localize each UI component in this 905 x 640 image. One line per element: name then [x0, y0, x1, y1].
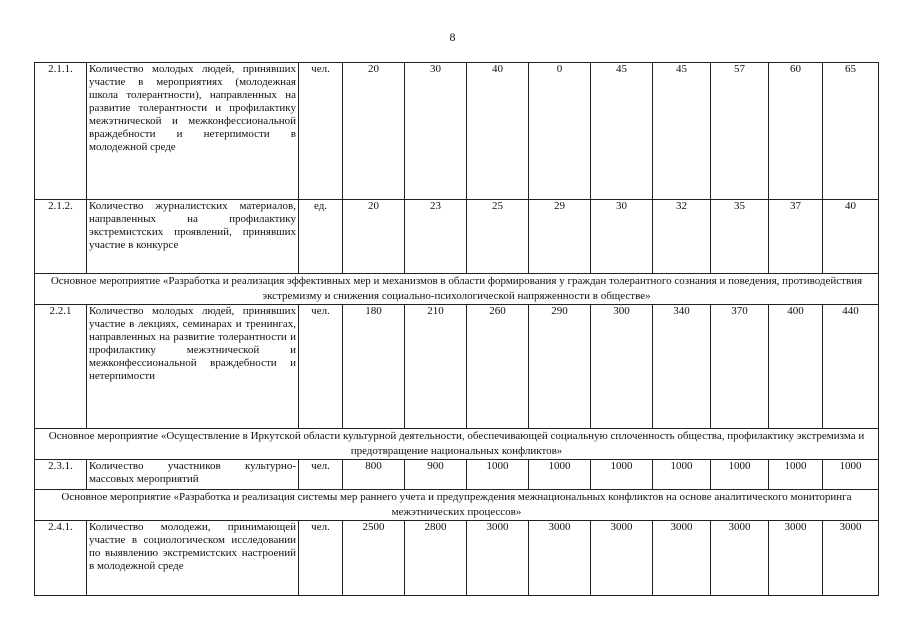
value-cell: 37 [769, 200, 823, 274]
value-cell: 40 [823, 200, 879, 274]
value-cell: 0 [529, 63, 591, 200]
table-row [35, 305, 879, 429]
indicator-number: 2.1.1. [35, 63, 87, 200]
value-cell: 1000 [591, 460, 653, 490]
value-cell: 32 [653, 200, 711, 274]
value-cell: 30 [405, 63, 467, 200]
value-cell: 57 [711, 63, 769, 200]
value-cell: 3000 [711, 521, 769, 596]
value-cell: 2500 [343, 521, 405, 596]
value-cell: 400 [769, 305, 823, 429]
value-cell: 3000 [591, 521, 653, 596]
section-row [35, 490, 879, 521]
unit-cell: ед. [299, 200, 343, 274]
value-cell: 20 [343, 63, 405, 200]
value-cell: 3000 [769, 521, 823, 596]
value-cell: 23 [405, 200, 467, 274]
section-row [35, 274, 879, 305]
value-cell: 3000 [653, 521, 711, 596]
value-cell: 180 [343, 305, 405, 429]
value-cell: 800 [343, 460, 405, 490]
table-row [35, 200, 879, 274]
value-cell: 1000 [823, 460, 879, 490]
value-cell: 60 [769, 63, 823, 200]
value-cell: 29 [529, 200, 591, 274]
value-cell: 30 [591, 200, 653, 274]
indicator-number: 2.4.1. [35, 521, 87, 596]
indicator-description: Количество молодых людей, принявших участие в мероприятиях (молодежная школа толерантности), направленных на развитие толерантности и профилактику межэтнической и межконфессиональной враждебности и нетерпимости в молодежной среде [87, 63, 299, 200]
indicator-description: Количество молодежи, принимающей участие в социологическом исследовании по выявлению экстремистских настроений в молодежной среде [87, 521, 299, 596]
section-row [35, 429, 879, 460]
value-cell: 3000 [467, 521, 529, 596]
indicator-description: Количество участников культурно-массовых мероприятий [87, 460, 299, 490]
value-cell: 340 [653, 305, 711, 429]
value-cell: 440 [823, 305, 879, 429]
value-cell: 40 [467, 63, 529, 200]
value-cell: 290 [529, 305, 591, 429]
indicators-table [34, 62, 879, 596]
value-cell: 1000 [711, 460, 769, 490]
value-cell: 1000 [653, 460, 711, 490]
indicator-description: Количество молодых людей, принявших участие в лекциях, семинарах и тренингах, направленных на развитие толерантности и профилактику межэтнической и межконфессиональной враждебности и нетерпимости [87, 305, 299, 429]
value-cell: 900 [405, 460, 467, 490]
section-title: Основное мероприятие «Разработка и реализация эффективных мер и механизмов в области формирования у граждан толерантного сознания и поведения, противодействия экстремизму и снижения социально-психологической напряженности в обществе» [35, 274, 879, 305]
value-cell: 45 [653, 63, 711, 200]
indicator-number: 2.2.1 [35, 305, 87, 429]
value-cell: 45 [591, 63, 653, 200]
value-cell: 65 [823, 63, 879, 200]
value-cell: 370 [711, 305, 769, 429]
indicator-number: 2.1.2. [35, 200, 87, 274]
value-cell: 25 [467, 200, 529, 274]
page-number: 8 [449, 30, 456, 44]
value-cell: 1000 [769, 460, 823, 490]
indicator-number: 2.3.1. [35, 460, 87, 490]
value-cell: 3000 [529, 521, 591, 596]
unit-cell: чел. [299, 460, 343, 490]
table-body [35, 63, 879, 596]
value-cell: 3000 [823, 521, 879, 596]
value-cell: 20 [343, 200, 405, 274]
value-cell: 1000 [529, 460, 591, 490]
table-row [35, 460, 879, 490]
indicator-description: Количество журналистских материалов, направленных на профилактику экстремистских проявлений, принявших участие в конкурсе [87, 200, 299, 274]
section-title: Основное мероприятие «Осуществление в Иркутской области культурной деятельности, обеспечивающей социальную сплоченность общества, профилактику экстремизма и предотвращение национальных конфликтов» [35, 429, 879, 460]
value-cell: 300 [591, 305, 653, 429]
value-cell: 260 [467, 305, 529, 429]
table-row [35, 521, 879, 596]
value-cell: 35 [711, 200, 769, 274]
unit-cell: чел. [299, 63, 343, 200]
unit-cell: чел. [299, 305, 343, 429]
value-cell: 1000 [467, 460, 529, 490]
table-row [35, 63, 879, 200]
section-title: Основное мероприятие «Разработка и реализация системы мер раннего учета и предупреждения межнациональных конфликтов на основе аналитического мониторинга межэтнических процессов» [35, 490, 879, 521]
unit-cell: чел. [299, 521, 343, 596]
value-cell: 210 [405, 305, 467, 429]
value-cell: 2800 [405, 521, 467, 596]
